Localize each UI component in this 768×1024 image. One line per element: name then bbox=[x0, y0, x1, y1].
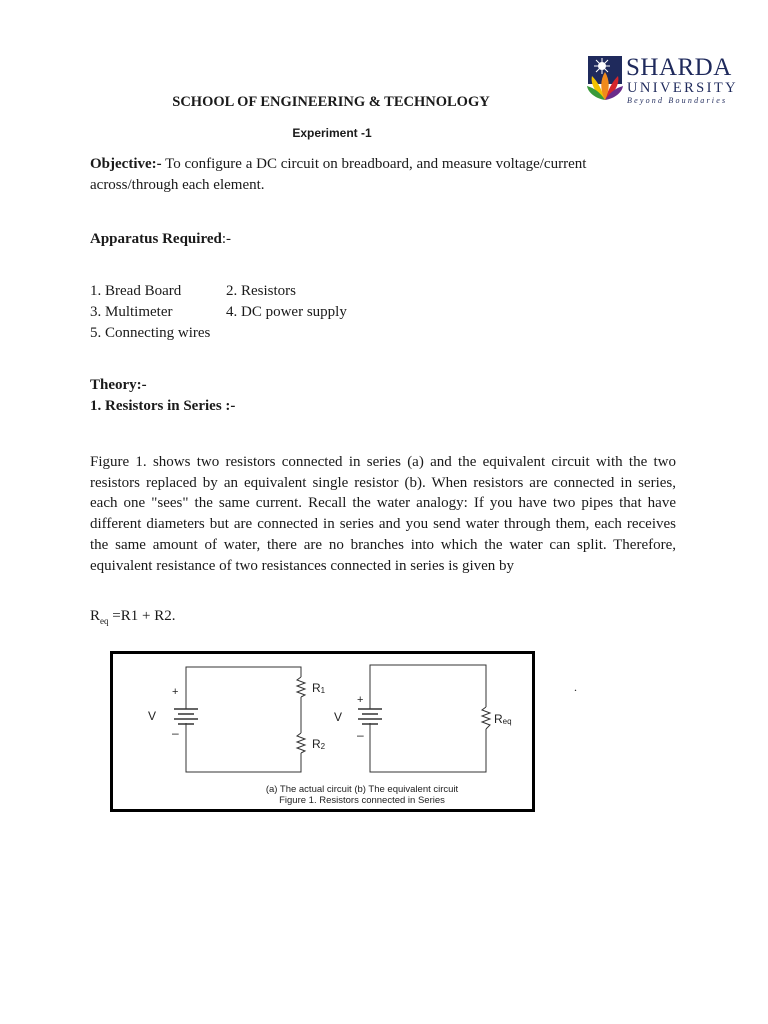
theory-paragraph: Figure 1. shows two resistors connected in series (a) and the equivalent circuit with the two resistors replaced by an equivalent single resistor (b). When resistors are connected in series, each one "sees" the same current. Recall the water analogy: If you have two pipes that have different diameters but are connected in series and you send water through them, each receives the same amount of water, there are no branches into which the water can split. Therefore, equivalent resistance of two resistances connected in series is given by bbox=[90, 454, 676, 574]
minus-label-right: – bbox=[357, 728, 364, 742]
equation bbox=[90, 608, 175, 626]
apparatus-item: 3. Multimeter bbox=[90, 304, 173, 320]
r1-letter: R bbox=[312, 681, 321, 695]
req-letter: R bbox=[494, 712, 503, 726]
section-heading bbox=[90, 398, 235, 415]
school-title: SCHOOL OF ENGINEERING & TECHNOLOGY bbox=[172, 94, 490, 110]
apparatus-label: Apparatus Required bbox=[90, 231, 222, 247]
figure-caption: Figure 1. Resistors connected in Series bbox=[279, 795, 445, 806]
apparatus-item: 4. DC power supply bbox=[226, 304, 347, 320]
logo-tagline: Beyond Boundaries bbox=[627, 96, 728, 105]
r2-letter: R bbox=[312, 737, 321, 751]
voltage-label-right: V bbox=[334, 710, 343, 724]
section-label: 1. Resistors in Series :- bbox=[90, 398, 236, 414]
apparatus-suffix: :- bbox=[221, 231, 232, 247]
apparatus-item: 1. Bread Board bbox=[90, 283, 182, 299]
minus-label-left: – bbox=[172, 726, 179, 740]
objective-paragraph bbox=[90, 154, 676, 195]
theory-label: Theory:- bbox=[90, 377, 147, 393]
stray-dot: . bbox=[574, 680, 577, 694]
equation-r: R bbox=[90, 608, 101, 624]
theory-heading bbox=[90, 377, 147, 394]
logo-subtitle: UNIVERSITY bbox=[627, 80, 738, 96]
apparatus-item: 5. Connecting wires bbox=[90, 325, 211, 341]
r2-subscript: 2 bbox=[320, 742, 326, 751]
plus-label-right: + bbox=[357, 694, 364, 706]
equation-rest: =R1 + R2. bbox=[108, 608, 176, 624]
objective-label: Objective:- bbox=[90, 156, 162, 172]
req-subscript: eq bbox=[502, 717, 512, 726]
circuit-figure bbox=[110, 651, 535, 812]
apparatus-heading bbox=[90, 229, 676, 250]
voltage-label-left: V bbox=[148, 709, 157, 723]
figure-caption-sub: (a) The actual circuit (b) The equivalent circuit bbox=[265, 784, 459, 795]
objective-text: To configure a DC circuit on breadboard, and measure voltage/current across/through each element. bbox=[90, 156, 587, 193]
apparatus-item: 2. Resistors bbox=[226, 283, 297, 299]
equation-subscript: eq bbox=[100, 616, 109, 626]
logo-name: SHARDA bbox=[626, 54, 732, 81]
r1-subscript: 1 bbox=[320, 686, 326, 695]
experiment-title: Experiment -1 bbox=[292, 126, 372, 140]
plus-label-left: + bbox=[172, 686, 179, 698]
